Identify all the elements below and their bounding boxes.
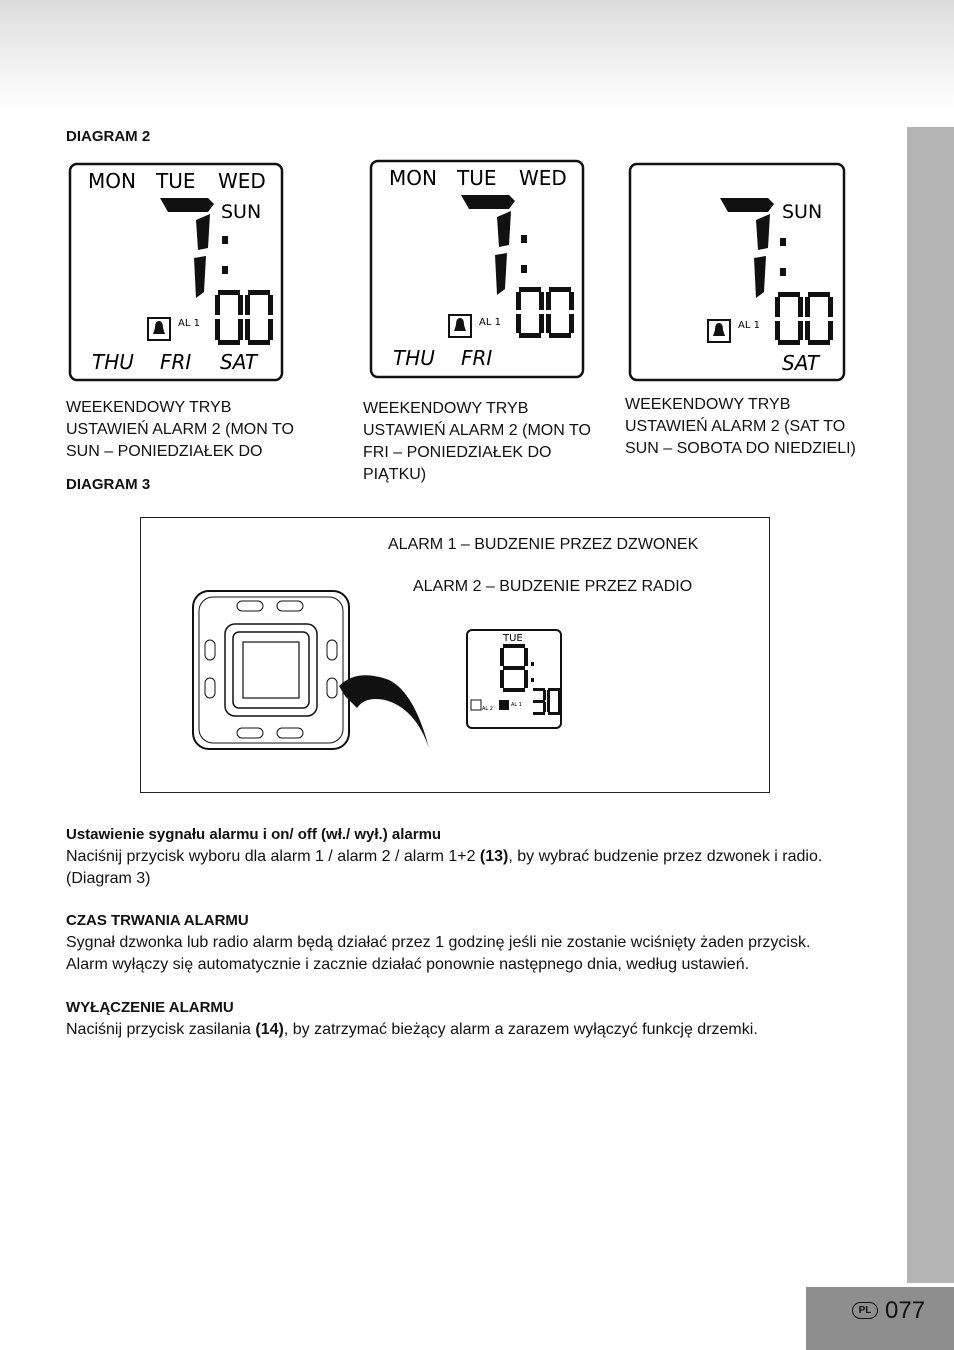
- svg-text:SUN: SUN: [782, 201, 823, 223]
- diagram3-box: [140, 517, 770, 793]
- svg-text:AL 1: AL 1: [738, 320, 760, 331]
- alarm2-line: ALARM 2 – BUDZENIE PRZEZ RADIO: [413, 578, 693, 595]
- svg-text:FRI: FRI: [160, 350, 192, 374]
- svg-text:THU: THU: [92, 350, 134, 374]
- section-alarm-duration: CZAS TRWANIA ALARMU Sygnał dzwonka lub radio alarm będą działać przez 1 godzinę jeśli nie zostanie wciśnięty żaden przycisk. Alarm wyłączy się automatycznie i zacznie działać ponownie następnego dnia, według ustawień.: [66, 910, 896, 976]
- svg-text:SAT: SAT: [220, 350, 258, 374]
- header-gradient-band: [0, 0, 954, 110]
- diagram2-heading: DIAGRAM 2: [66, 128, 151, 145]
- digit-7-top-segment: [160, 198, 214, 212]
- language-badge: PL: [852, 1302, 878, 1319]
- svg-text:MON: MON: [389, 166, 437, 190]
- caption-panel-2: WEEKENDOWY TRYB USTAWIEŃ ALARM 2 (MON TO FRI – PONIEDZIAŁEK DO PIĄTKU): [363, 400, 591, 483]
- svg-text:AL 1: AL 1: [511, 702, 522, 708]
- clock-device-illustration: [189, 588, 439, 758]
- lcd-panel-2: [369, 159, 585, 379]
- section-heading: Ustawienie sygnału alarmu i on/ off (wł./ wył.) alarmu: [66, 826, 442, 843]
- section-heading: WYŁĄCZENIE ALARMU: [66, 999, 234, 1016]
- caption-panel-1: WEEKENDOWY TRYB USTAWIEŃ ALARM 2 (MON TO SUN – PONIEDZIAŁEK DO: [66, 399, 294, 460]
- svg-text:TUE: TUE: [503, 633, 523, 644]
- svg-text:THU: THU: [393, 346, 435, 370]
- svg-text:TUE: TUE: [457, 166, 497, 190]
- diagram3-heading: DIAGRAM 3: [66, 476, 151, 493]
- top-day-tue: TUE: [156, 169, 196, 193]
- svg-text:SAT: SAT: [782, 351, 820, 375]
- section-alarm-off: WYŁĄCZENIE ALARMU Naciśnij przycisk zasilania (14), by zatrzymać bieżący alarm a zarazem wyłączyć funkcję drzemki.: [66, 997, 896, 1041]
- svg-text:AL 1: AL 1: [178, 318, 200, 329]
- svg-text:FRI: FRI: [461, 346, 493, 370]
- top-day-mon: MON: [88, 169, 136, 193]
- caption-panel-3: WEEKENDOWY TRYB USTAWIEŃ ALARM 2 (SAT TO SUN – SOBOTA DO NIEDZIELI): [625, 396, 856, 457]
- pointer-arrow-icon: [339, 675, 429, 748]
- svg-text:WED: WED: [519, 166, 567, 190]
- mini-lcd-display: [465, 628, 563, 730]
- lcd-panel-3: [628, 162, 846, 382]
- section-alarm-signal: Ustawienie sygnału alarmu i on/ off (wł./ wył.) alarmu Naciśnij przycisk wyboru dla alarm 1 / alarm 2 / alarm 1+2 (13), by wybrać budzenie przez dzwonek i radio. (Diagram 3): [66, 824, 896, 890]
- footer-page-box: [806, 1287, 954, 1350]
- svg-text:AL 1: AL 1: [479, 317, 501, 328]
- section-heading: CZAS TRWANIA ALARMU: [66, 912, 249, 929]
- digit-7-upper-segment: [196, 214, 210, 250]
- top-day-wed: WED: [218, 169, 266, 193]
- alarm1-line: ALARM 1 – BUDZENIE PRZEZ DZWONEK: [388, 536, 699, 553]
- svg-text:AL 2: AL 2: [482, 706, 493, 712]
- page-number: 077: [885, 1297, 926, 1324]
- side-bar: [907, 127, 954, 1283]
- lcd-panel-1: [68, 162, 284, 382]
- side-day-sun: SUN: [221, 201, 262, 223]
